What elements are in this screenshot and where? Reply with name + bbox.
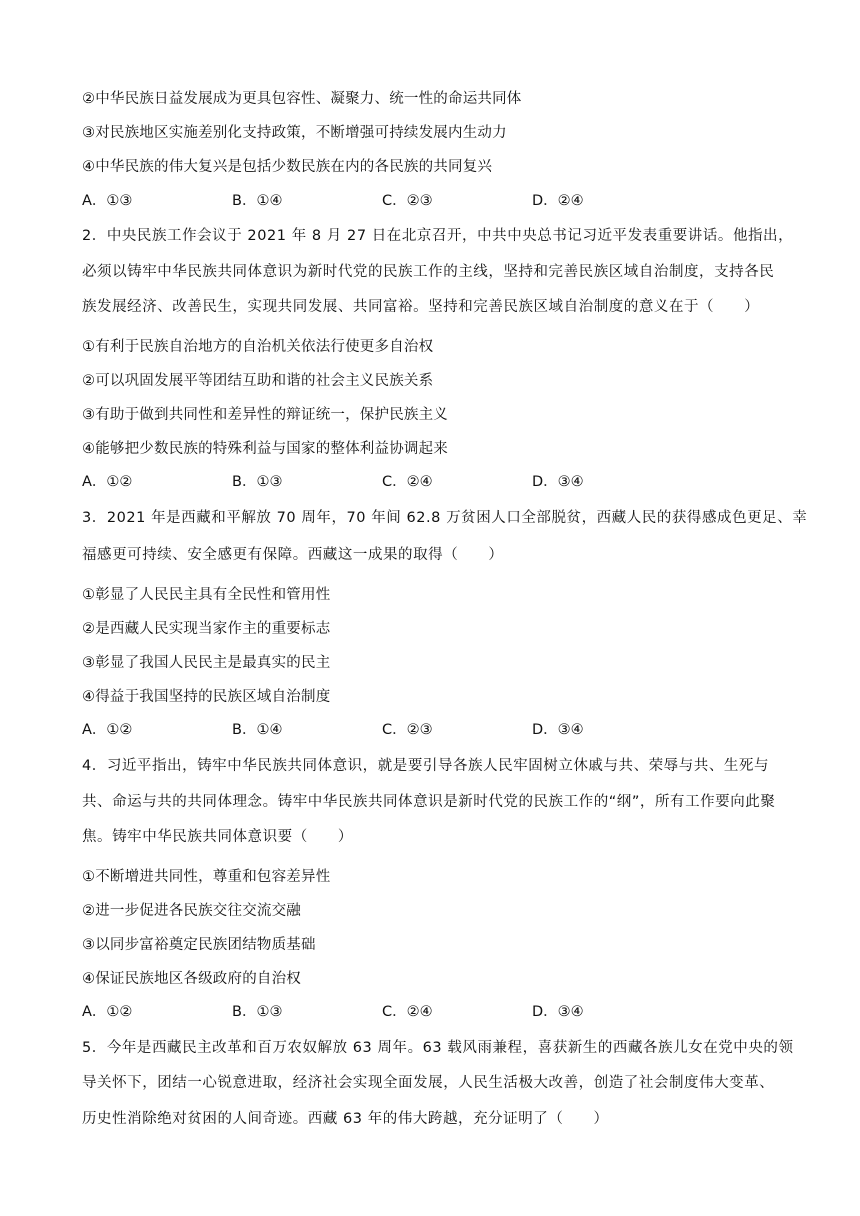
q1-option-3: ③对民族地区实施差别化支持政策，不断增强可持续发展内生动力 — [82, 125, 507, 141]
q2-choice-d: D．③④ — [532, 474, 584, 490]
q2-answer-choices — [82, 472, 794, 492]
q1-choice-a: A．①③ — [82, 193, 133, 209]
q5-stem-line-1: 5．今年是西藏民主改革和百万农奴解放 63 周年。63 载风雨兼程，喜获新生的西藏各族儿女在党中央的领 — [82, 1040, 794, 1056]
q2-choice-a: A．①② — [82, 474, 133, 490]
q3-choice-c: C．②③ — [382, 722, 433, 738]
q4-stem-line-2: 共、命运与共的共同体理念。铸牢中华民族共同体意识是新时代党的民族工作的“纲”，所有工作要向此聚 — [82, 794, 776, 810]
q1-option-2: ②中华民族日益发展成为更具包容性、凝聚力、统一性的命运共同体 — [82, 91, 522, 107]
q2-stem-line-3: 族发展经济、改善民生，实现共同发展、共同富裕。坚持和完善民族区域自治制度的意义在于（ ） — [82, 299, 760, 315]
q3-option-3: ③彰显了我国人民民主是最真实的民主 — [82, 655, 331, 671]
q2-option-4: ④能够把少数民族的特殊利益与国家的整体利益协调起来 — [82, 441, 448, 457]
q4-option-1: ①不断增进共同性，尊重和包容差异性 — [82, 869, 331, 885]
q5-stem-line-2: 导关怀下，团结一心锐意进取，经济社会实现全面发展，人民生活极大改善，创造了社会制度伟大变革、 — [82, 1075, 775, 1091]
q2-stem-line-2: 必须以铸牢中华民族共同体意识为新时代党的民族工作的主线，坚持和完善民族区域自治制度，支持各民 — [82, 264, 775, 280]
q3-choice-d: D．③④ — [532, 722, 584, 738]
q4-option-2: ②进一步促进各民族交往交流交融 — [82, 903, 301, 919]
q1-answer-choices — [82, 191, 794, 211]
q4-choice-d: D．③④ — [532, 1004, 584, 1020]
q2-stem-line-1: 2．中央民族工作会议于 2021 年 8 月 27 日在北京召开，中共中央总书记习近平发表重要讲话。他指出， — [82, 228, 794, 244]
q5-stem-line-3: 历史性消除绝对贫困的人间奇迹。西藏 63 年的伟大跨越，充分证明了（ ） — [82, 1111, 609, 1127]
q2-option-2: ②可以巩固发展平等团结互助和谐的社会主义民族关系 — [82, 373, 434, 389]
q3-choice-a: A．①② — [82, 722, 133, 738]
q2-choice-b: B．①③ — [232, 474, 283, 490]
q4-option-4: ④保证民族地区各级政府的自治权 — [82, 971, 301, 987]
q3-option-2: ②是西藏人民实现当家作主的重要标志 — [82, 621, 331, 637]
q4-answer-choices — [82, 1002, 794, 1022]
q4-option-3: ③以同步富裕奠定民族团结物质基础 — [82, 937, 316, 953]
q1-choice-c: C．②③ — [382, 193, 433, 209]
q3-option-1: ①彰显了人民民主具有全民性和管用性 — [82, 587, 331, 603]
q3-stem-line-1: 3．2021 年是西藏和平解放 70 周年，70 年间 62.8 万贫困人口全部脱贫，西藏人民的获得感成色更足、幸 — [82, 510, 808, 526]
q4-choice-b: B．①③ — [232, 1004, 283, 1020]
q1-choice-b: B．①④ — [232, 193, 283, 209]
q1-choice-d: D．②④ — [532, 193, 584, 209]
q4-stem-line-3: 焦。铸牢中华民族共同体意识要（ ） — [82, 829, 353, 845]
q2-option-1: ①有利于民族自治地方的自治机关依法行使更多自治权 — [82, 339, 434, 355]
q2-option-3: ③有助于做到共同性和差异性的辩证统一，保护民族主义 — [82, 407, 448, 423]
q4-stem-line-1: 4．习近平指出，铸牢中华民族共同体意识，就是要引导各族人民牢固树立休戚与共、荣辱与共、生死与 — [82, 758, 770, 774]
q2-choice-c: C．②④ — [382, 474, 433, 490]
q3-answer-choices — [82, 720, 794, 740]
q3-stem-line-2: 福感更可持续、安全感更有保障。西藏这一成果的取得（ ） — [82, 547, 504, 563]
q1-option-4: ④中华民族的伟大复兴是包括少数民族在内的各民族的共同复兴 — [82, 159, 493, 175]
q3-option-4: ④得益于我国坚持的民族区域自治制度 — [82, 689, 331, 705]
q4-choice-c: C．②④ — [382, 1004, 433, 1020]
q4-choice-a: A．①② — [82, 1004, 133, 1020]
q3-choice-b: B．①④ — [232, 722, 283, 738]
